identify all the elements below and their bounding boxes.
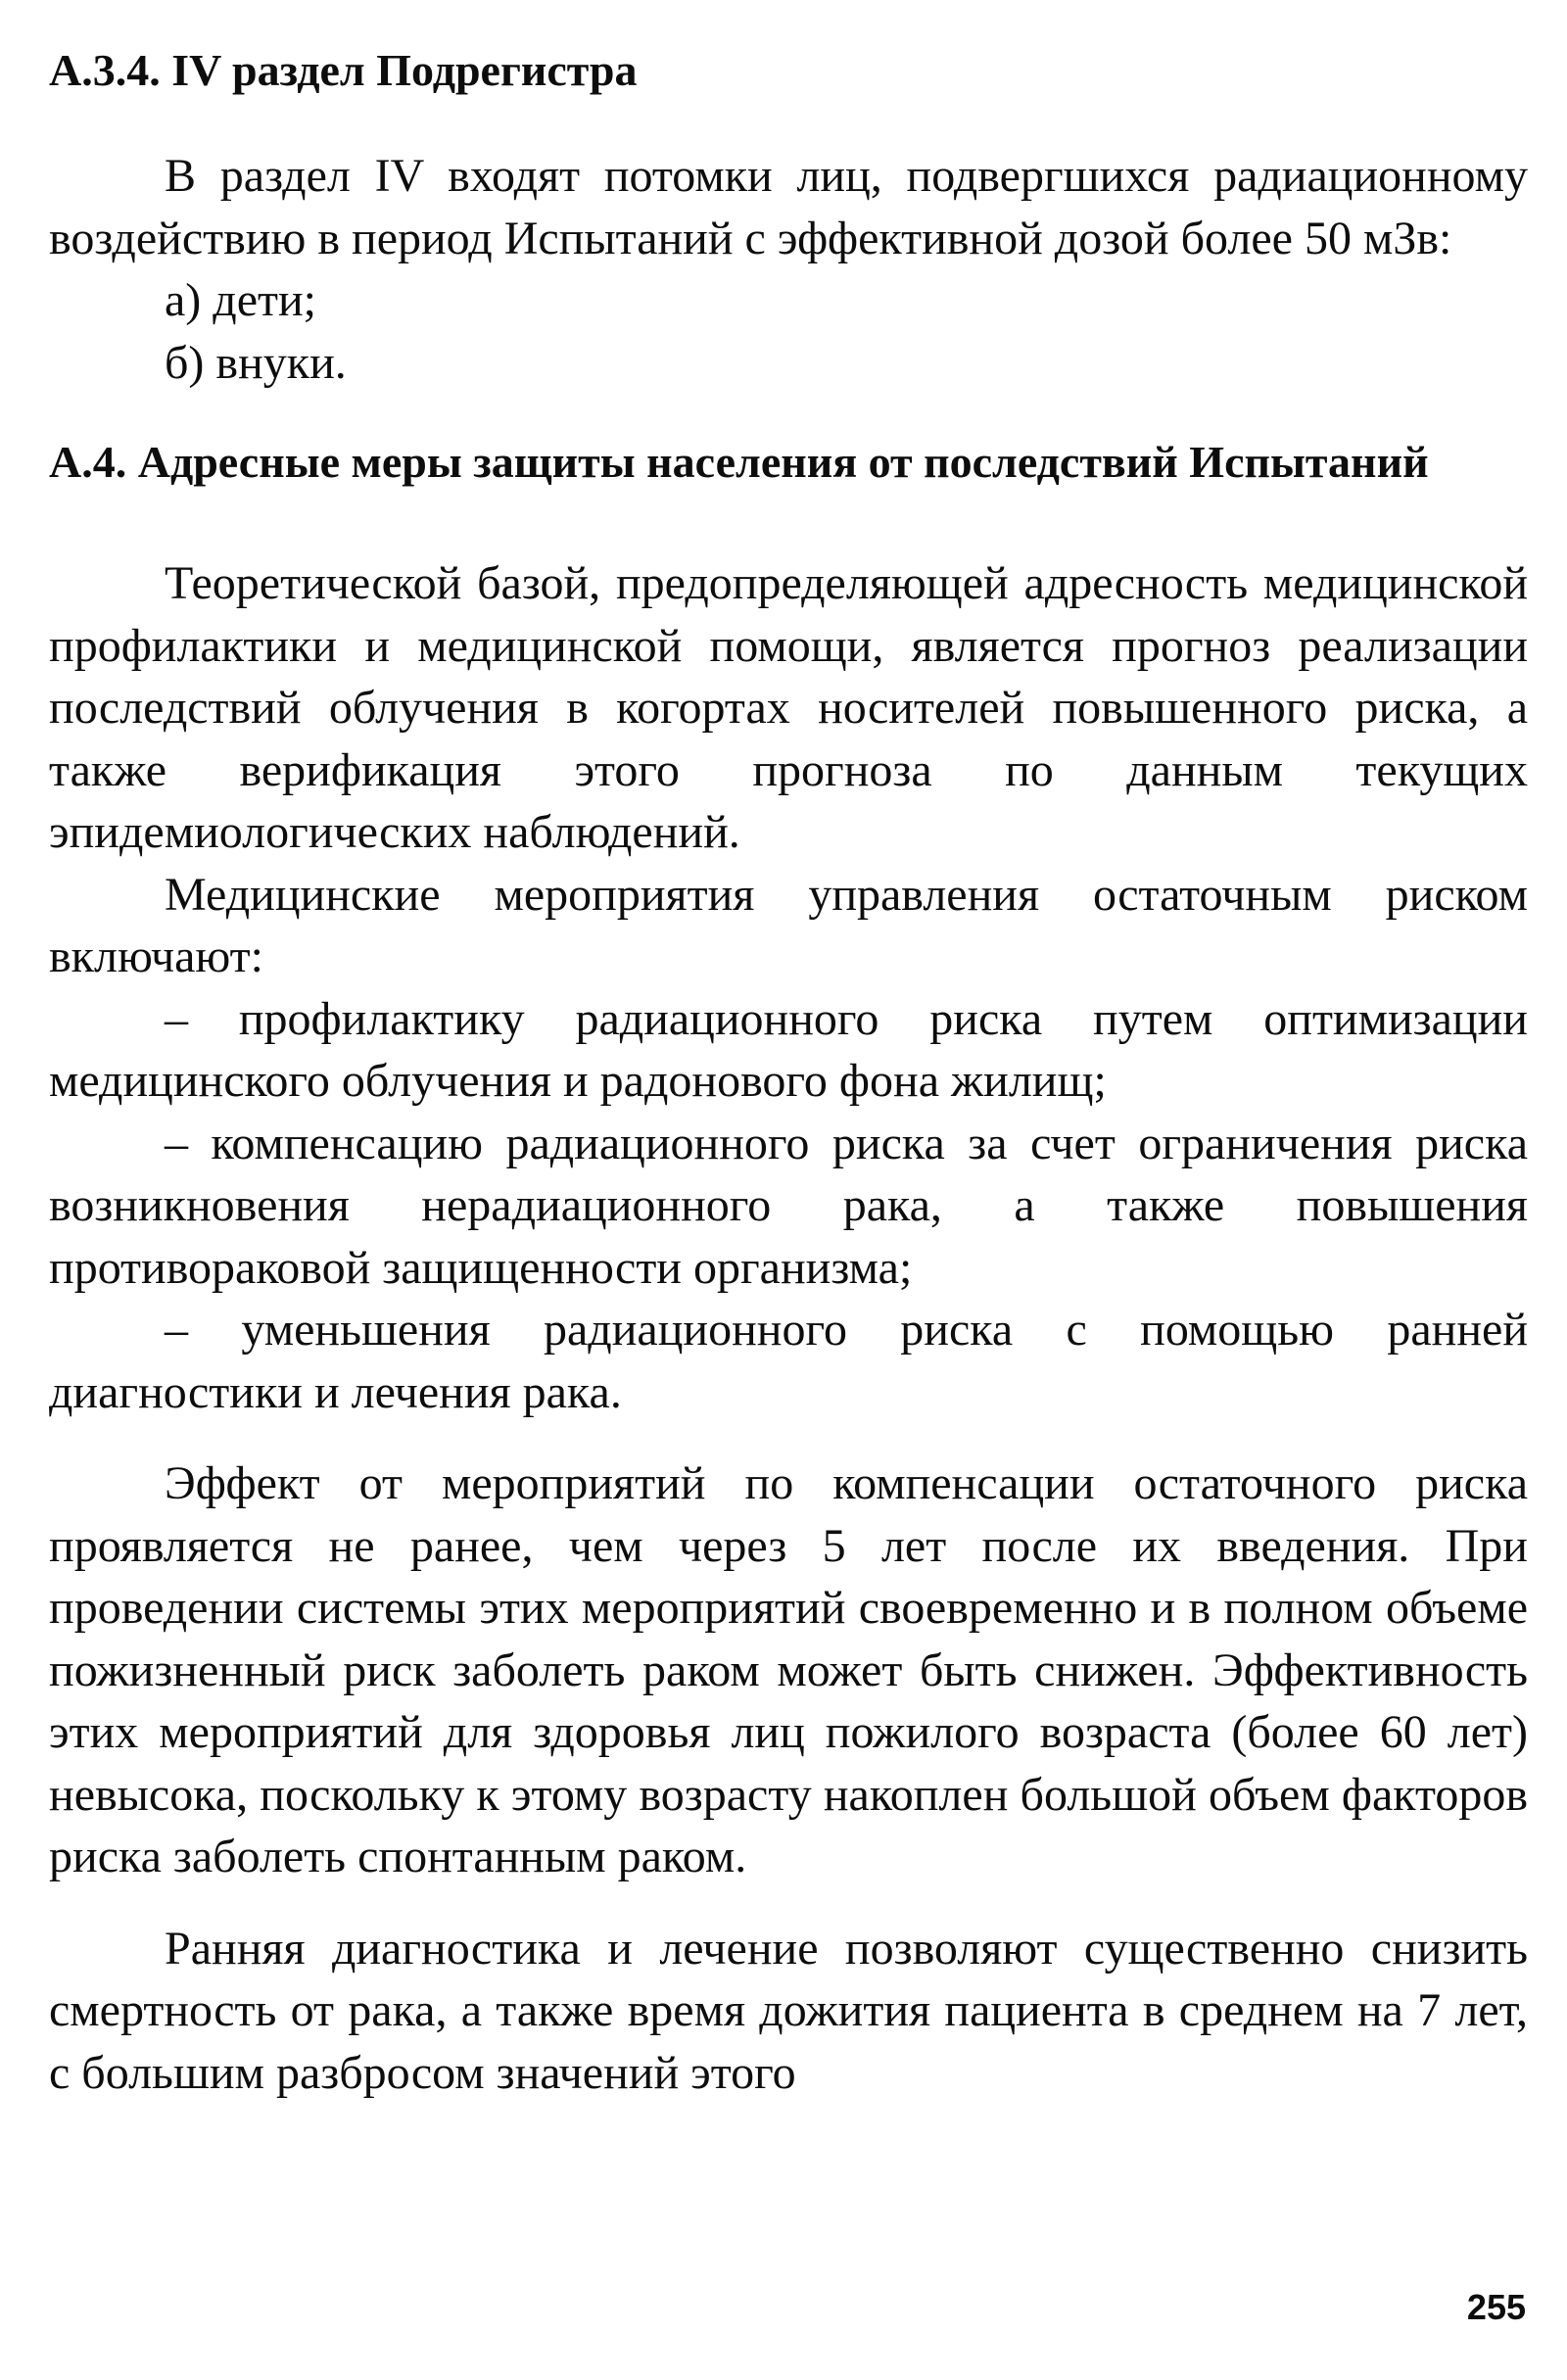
section-heading-a34: А.3.4. IV раздел Подрегистра xyxy=(49,45,638,95)
list-item-grandchildren: б) внуки. xyxy=(165,336,347,389)
paragraph-theoretical-basis: Теоретической базой, предопределяющей адресность медицинской профилактики и медицинской помощи, является прогноз реализации последствий облучения в когортах носителей повышенного риска, а также верификация этого прогноза по данным текущих эпидемиологических наблюдений. xyxy=(49,557,1528,858)
paragraph-effect: Эффект от мероприятий по компенсации остаточного риска проявляется не ранее, чем через 5 лет после их введения. При проведении системы этих мероприятий своевременно и в полном объеме пожизненный риск заболеть раком может быть снижен. Эффективность этих мероприятий для здоровья лиц пожилого возраста (более 60 лет) невысока, поскольку к этому возрасту накоплен большой объем факторов риска заболеть спонтанным раком. xyxy=(49,1457,1528,1882)
dash-item-prophylaxis: – профилактику радиационного риска путем оптимизации медицинского облучения и радонового фона жилищ; xyxy=(49,992,1528,1107)
paragraph-early-diagnosis: Ранняя диагностика и лечение позволяют существенно снизить смертность от рака, а также время дожития пациента в среднем на 7 лет, с большим разбросом значений этого xyxy=(49,1922,1528,2099)
list-item-children: а) дети; xyxy=(165,274,317,326)
dash-item-compensation: – компенсацию радиационного риска за счет ограничения риска возникновения нерадиационного рака, а также повышения противораковой защищенности организма; xyxy=(49,1117,1528,1294)
document-page xyxy=(49,39,1528,2104)
paragraph-medical-measures: Медицинские мероприятия управления остаточным риском включают: xyxy=(49,868,1528,982)
paragraph-section-iv-intro: В раздел IV входят потомки лиц, подвергшихся радиационному воздействию в период Испытаний с эффективной дозой более 50 мЗв: xyxy=(49,150,1528,264)
dash-item-reduction: – уменьшения радиационного риска с помощью ранней диагностики и лечения рака. xyxy=(49,1304,1528,1418)
section-heading-a4: А.4. Адресные меры защиты населения от последствий Испытаний xyxy=(49,437,1429,487)
page-number: 255 xyxy=(1466,2287,1526,2327)
